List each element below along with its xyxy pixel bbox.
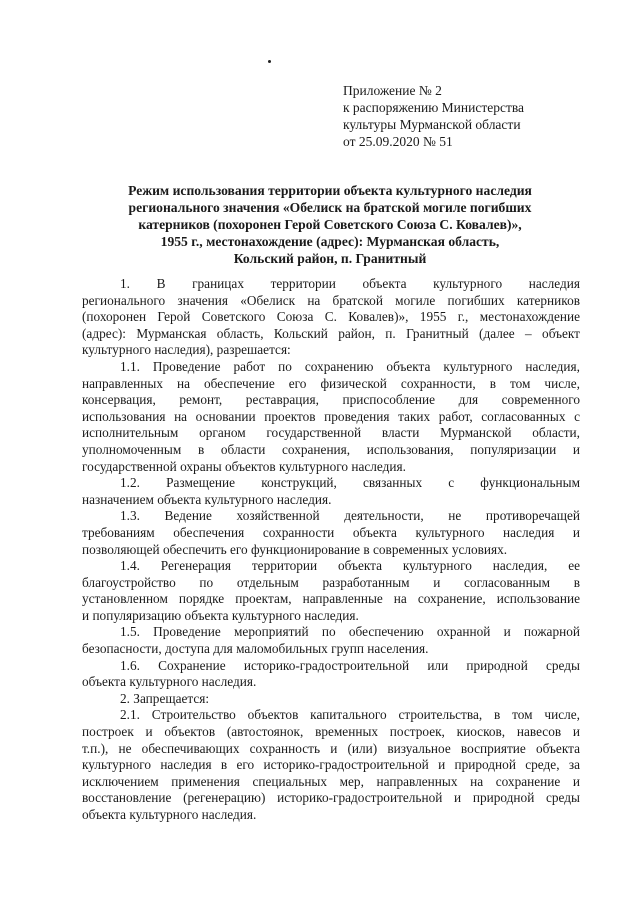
paragraph-line: благоустройство по отдельным разработанным и согласованным в <box>82 574 580 590</box>
paragraph-line: 1.2. Размещение конструкций, связанных с функциональным <box>120 475 580 491</box>
paragraph-p2 <box>82 691 580 708</box>
paragraph-line: культурного наследия в его историко-градостроительной и природной среде, за <box>82 757 580 773</box>
paragraph-p1-2 <box>82 475 580 508</box>
paragraph-p1-1 <box>82 359 580 475</box>
title-line: Кольский район, п. Гранитный <box>233 251 427 266</box>
paragraph-p1-6 <box>82 658 580 691</box>
paragraph-line: (похоронен Герой Советского Союза С. Ковалев)», 1955 г., местонахождение <box>82 309 580 325</box>
paragraph-line: объекта культурного наследия. <box>82 674 257 690</box>
document-body <box>82 276 580 824</box>
paragraph-line: безопасности, доступа для маломобильных групп населения. <box>82 641 429 657</box>
paragraph-line: 2.1. Строительство объектов капитального строительства, в том числе, <box>120 707 580 723</box>
title-line: катерников (похоронен Герой Советского Союза С. Ковалев)», <box>138 217 522 232</box>
paragraph-p1-3 <box>82 508 580 558</box>
appendix-line: от 25.09.2020 № 51 <box>343 134 453 149</box>
paragraph-line: 1.1. Проведение работ по сохранению объекта культурного наследия, <box>120 358 580 374</box>
paragraph-p2-1 <box>82 707 580 823</box>
paragraph-line: 1.5. Проведение мероприятий по обеспечению охранной и пожарной <box>120 624 580 640</box>
paragraph-line: 1.4. Регенерация территории объекта культурного наследия, ее <box>120 558 580 574</box>
paragraph-p1-5 <box>82 624 580 657</box>
paragraph-line: и популяризацию объекта культурного наследия. <box>82 607 359 623</box>
paragraph-line: консервация, ремонт, реставрация, приспособление для современного <box>82 392 580 408</box>
paragraph-line: построек и объектов (автостоянок, временных построек, киосков, навесов и <box>82 724 580 740</box>
paragraph-p1 <box>82 276 580 359</box>
document-title <box>100 182 560 267</box>
scan-speck <box>268 60 271 63</box>
title-line: Режим использования территории объекта культурного наследия <box>128 183 532 198</box>
paragraph-line: установленном порядке проектам, направленные на сохранение, использование <box>82 591 580 607</box>
appendix-line: культуры Мурманской области <box>343 117 521 132</box>
paragraph-line: исполнительным органом государственной власти Мурманской области, <box>82 425 580 441</box>
paragraph-line: государственной охраны объектов культурного наследия. <box>82 458 406 474</box>
paragraph-line: уполномоченным в области сохранения, использования, популяризации и <box>82 441 580 457</box>
paragraph-line: позволяющей обеспечить его функционирование в современных условиях. <box>82 541 508 557</box>
paragraph-p1-4 <box>82 558 580 624</box>
paragraph-line: (адрес): Мурманская область, Кольский район, п. Гранитный (далее – объект <box>82 325 580 341</box>
paragraph-line: требованиям обеспечения сохранности объекта культурного наследия и <box>82 524 580 540</box>
paragraph-line: 2. Запрещается: <box>120 690 210 706</box>
title-line: 1955 г., местонахождение (адрес): Мурманская область, <box>160 234 500 249</box>
paragraph-line: направленных на обеспечение его физической сохранности, в том числе, <box>82 375 580 391</box>
paragraph-line: использования на основании проектов проведения таких работ, согласованных с <box>82 408 580 424</box>
appendix-line: к распоряжению Министерства <box>343 100 525 115</box>
paragraph-line: восстановление (регенерацию) историко-градостроительной и природной среды <box>82 790 580 806</box>
paragraph-line: объекта культурного наследия. <box>82 807 257 822</box>
paragraph-line: исключением применения специальных мер, направленных на сохранение и <box>82 773 580 789</box>
appendix-header <box>343 82 524 150</box>
appendix-line: Приложение № 2 <box>343 83 442 98</box>
paragraph-line: назначением объекта культурного наследия. <box>82 491 332 507</box>
title-line: регионального значения «Обелиск на братской могиле погибших <box>128 200 532 215</box>
paragraph-line: регионального значения «Обелиск на братской могиле погибших катерников <box>82 292 580 308</box>
paragraph-line: 1. В границах территории объекта культурного наследия <box>120 276 580 291</box>
paragraph-line: 1.3. Ведение хозяйственной деятельности, не противоречащей <box>120 508 580 524</box>
paragraph-line: 1.6. Сохранение историко-градостроительной или природной среды <box>120 657 580 673</box>
paragraph-line: культурного наследия), разрешается: <box>82 342 291 358</box>
paragraph-line: т.п.), не обеспечивающих сохранность и (или) визуальное восприятие объекта <box>82 740 580 756</box>
